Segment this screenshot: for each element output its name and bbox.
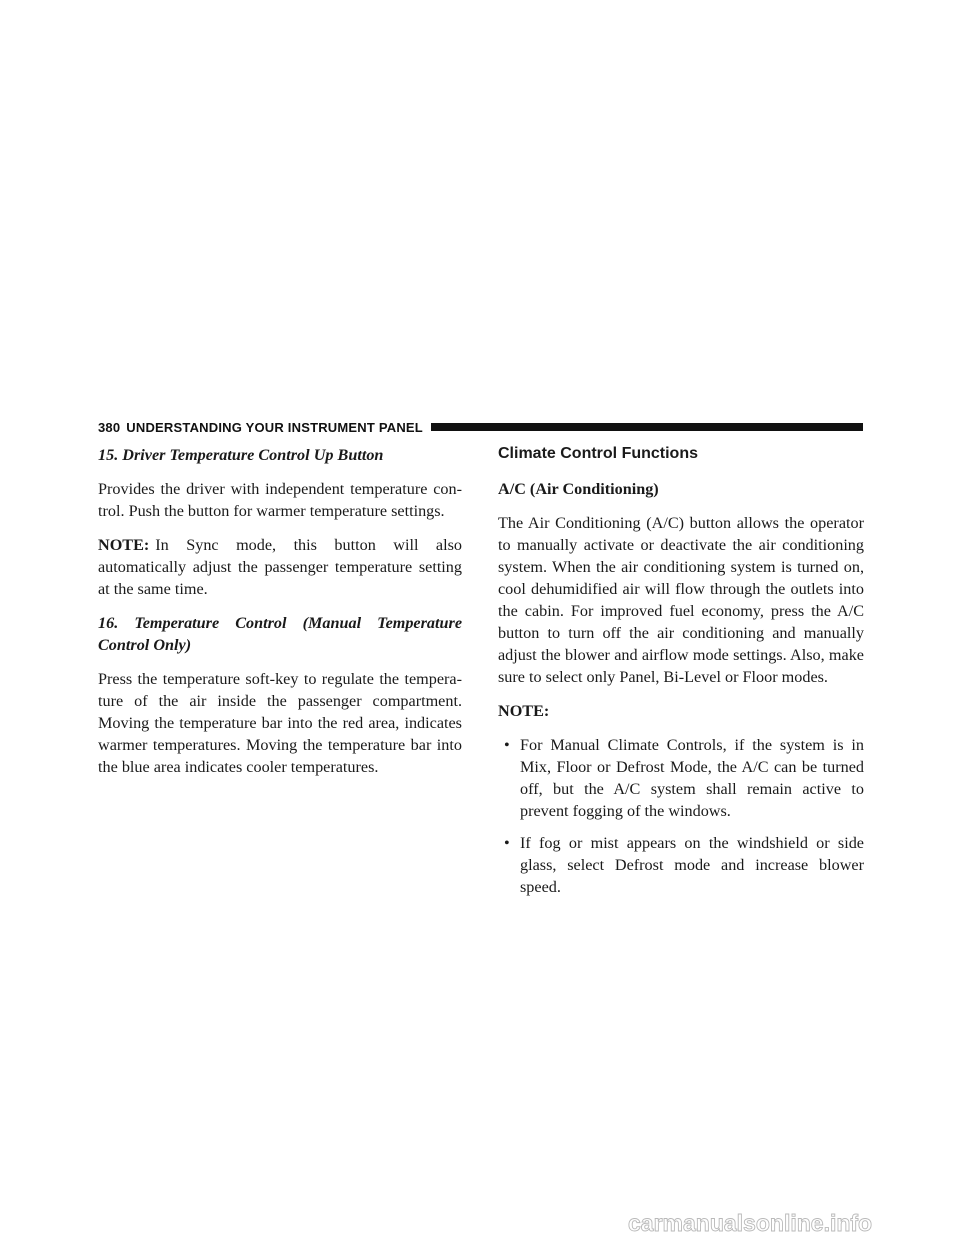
item-15-body: Provides the driver with independent temperature con-trol. Push the button for warmer temperature settings. <box>98 480 462 520</box>
bullet-icon: • <box>504 834 510 852</box>
note-bullet-list <box>498 734 864 898</box>
item-16-body: Press the temperature soft-key to regulate the tempera-ture of the air inside the passenger compartment. Moving the temperature bar into the red area, indicates warmer temperatures. Moving the temperature bar into the blue area indicates cooler temperatures. <box>98 670 462 776</box>
list-item <box>498 734 864 822</box>
chapter-title: UNDERSTANDING YOUR INSTRUMENT PANEL <box>126 419 423 435</box>
page-number: 380 <box>98 419 121 435</box>
note-paragraph <box>98 534 462 600</box>
bullet-icon: • <box>504 736 510 754</box>
header-rule <box>431 423 863 431</box>
item-15-title: 15. Driver Temperature Control Up Button <box>98 446 384 464</box>
bullet-text: For Manual Climate Controls, if the system is in Mix, Floor or Defrost Mode, the A/C can be turned off, but the A/C system shall remain active to prevent fogging of the windows. <box>520 736 864 820</box>
note-body: In Sync mode, this button will also automatically adjust the passenger temperature setting at the same time. <box>98 536 462 598</box>
right-column <box>498 444 864 908</box>
section-title: Climate Control Functions <box>498 445 698 462</box>
ac-body: The Air Conditioning (A/C) button allows the operator to manually activate or deactivate the air conditioning system. When the air conditioning system is turned on, cool dehumidified air will flow through the outlets into the cabin. For improved fuel economy, press the A/C button to turn off the air conditioning and manually adjust the blower and airflow mode settings. Also, make sure to select only Panel, Bi-Level or Floor modes. <box>498 514 864 686</box>
ac-subtitle: A/C (Air Conditioning) <box>498 480 659 498</box>
right-note-label: NOTE: <box>498 702 550 720</box>
bullet-text: If fog or mist appears on the windshield or side glass, select Defrost mode and increase blower speed. <box>520 834 864 896</box>
page-header <box>98 419 863 435</box>
list-item <box>498 832 864 898</box>
item-16-title: 16. Temperature Control (Manual Temperature Control Only) <box>98 614 462 654</box>
note-label: NOTE: <box>98 536 150 554</box>
left-column <box>98 444 462 778</box>
watermark-text: carmanualsonline.info <box>628 1210 873 1236</box>
